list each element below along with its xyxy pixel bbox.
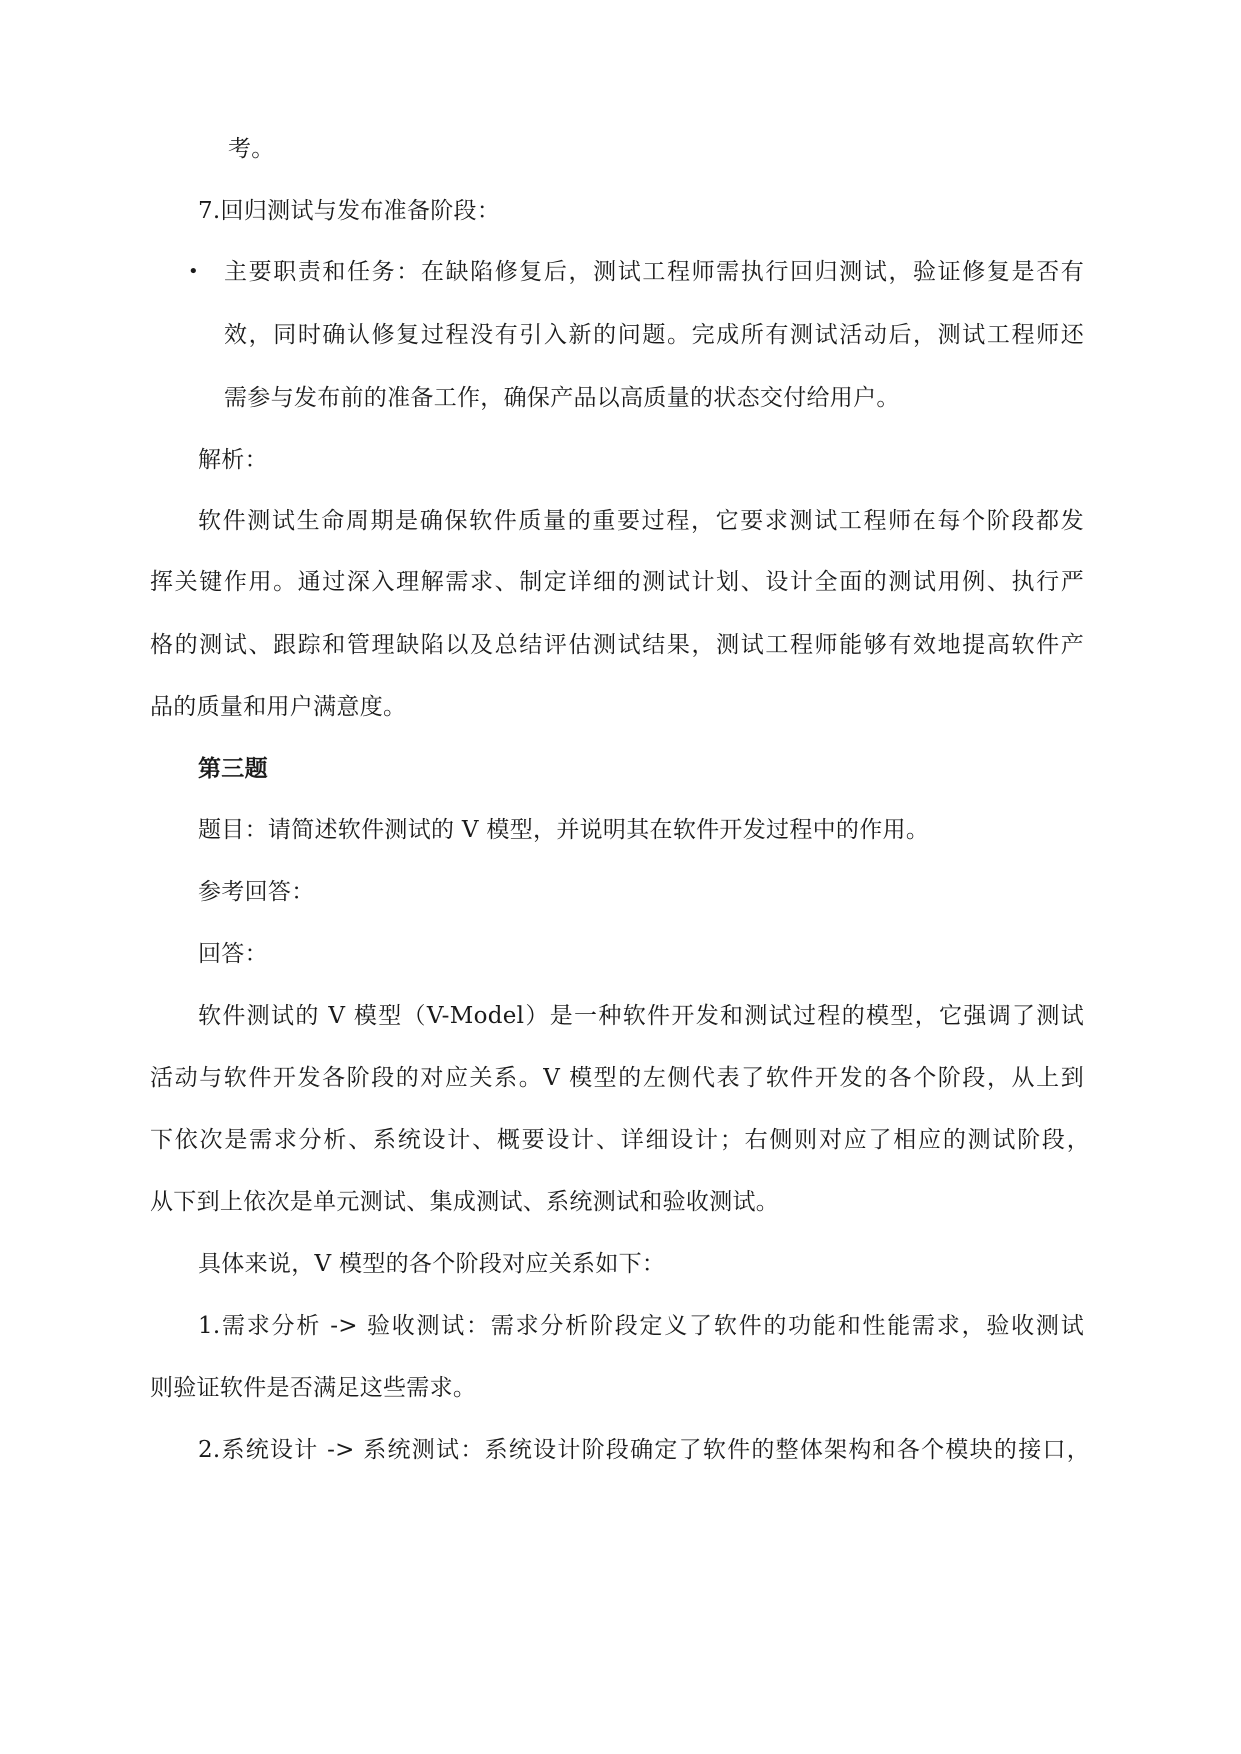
section-heading: 7.回归测试与发布准备阶段： [198,198,501,224]
paragraph-line: 品的质量和用户满意度。 [150,694,407,720]
paragraph-line: 考。 [228,136,275,162]
paragraph-line: 参考回答： [198,879,315,905]
paragraph-line: 解析： [198,447,268,473]
paragraph-line: 2.系统设计 -> 系统测试：系统设计阶段确定了软件的整体架构和各个模块的接口， [198,1437,1090,1463]
paragraph-line: 效，同时确认修复过程没有引入新的问题。完成所有测试活动后，测试工程师还 [224,322,1084,348]
paragraph-line: 回答： [198,941,268,967]
paragraph-line: 格的测试、跟踪和管理缺陷以及总结评估测试结果，测试工程师能够有效地提高软件产 [150,632,1084,658]
paragraph-line: 软件测试的 V 模型（V-Model）是一种软件开发和测试过程的模型，它强调了测试 [198,1003,1084,1029]
paragraph-line: 主要职责和任务：在缺陷修复后，测试工程师需执行回归测试，验证修复是否有 [224,259,1084,285]
bullet-icon: • [188,261,199,282]
paragraph-line: 则验证软件是否满足这些需求。 [150,1375,477,1401]
question-heading: 第三题 [198,755,268,782]
paragraph-line: 1.需求分析 -> 验收测试：需求分析阶段定义了软件的功能和性能需求，验收测试 [198,1313,1084,1339]
question-text: 题目：请简述软件测试的 V 模型，并说明其在软件开发过程中的作用。 [198,817,930,843]
paragraph-line: 活动与软件开发各阶段的对应关系。V 模型的左侧代表了软件开发的各个阶段，从上到 [150,1065,1084,1091]
paragraph-line: 具体来说，V 模型的各个阶段对应关系如下： [198,1251,666,1277]
paragraph-line: 挥关键作用。通过深入理解需求、制定详细的测试计划、设计全面的测试用例、执行严 [150,569,1084,595]
paragraph-line: 下依次是需求分析、系统设计、概要设计、详细设计；右侧则对应了相应的测试阶段， [150,1127,1090,1153]
paragraph-line: 软件测试生命周期是确保软件质量的重要过程，它要求测试工程师在每个阶段都发 [198,508,1084,534]
paragraph-line: 需参与发布前的准备工作，确保产品以高质量的状态交付给用户。 [224,385,900,411]
paragraph-line: 从下到上依次是单元测试、集成测试、系统测试和验收测试。 [150,1189,780,1215]
